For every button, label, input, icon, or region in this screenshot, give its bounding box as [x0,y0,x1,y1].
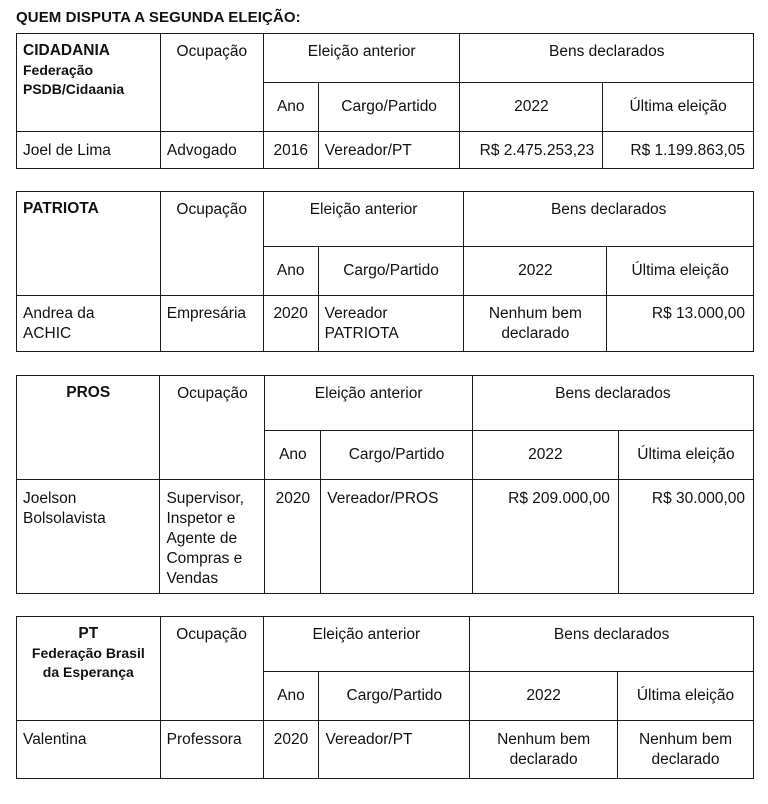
occupation-header: Ocupação [160,34,263,132]
party-cell [17,617,161,721]
assets-2022 [464,296,607,352]
candidate-name-text: Andrea da ACHIC [23,305,95,342]
candidate-table-pros [16,375,754,594]
assets-2022: R$ 2.475.253,23 [460,132,603,169]
last-election-header: Última eleição [607,247,754,296]
party-name: PROS [66,384,111,401]
declared-assets-header: Bens declarados [472,376,753,431]
party-federation: Federação Brasil da Esperança [31,645,145,680]
assets-last-election-text: Nenhum bem declarado [638,731,733,768]
party-cell [17,192,161,296]
assets-2022 [470,721,618,779]
candidate-name [17,480,160,594]
candidate-table-patriota [16,191,754,352]
candidate-occupation [160,480,265,594]
party-name: CIDADANIA [23,42,110,59]
assets-2022-text: Nenhum bem declarado [488,305,582,342]
previous-election-header: Eleição anterior [263,34,460,83]
occupation-header: Ocupação [160,617,263,721]
assets-last-election: R$ 13.000,00 [607,296,754,352]
assets-2022-header: 2022 [472,431,618,480]
assets-2022-header: 2022 [460,83,603,132]
declared-assets-header: Bens declarados [464,192,754,247]
candidate-name-text: Joelson Bolsolavista [23,490,106,527]
candidate-occupation: Empresária [160,296,263,352]
last-election-header: Última eleição [603,83,754,132]
previous-office: Vereador/PT [319,721,470,779]
previous-year: 2016 [263,132,318,169]
candidate-table-cidadania [16,33,754,169]
party-cell [17,34,161,132]
year-header: Ano [263,247,318,296]
declared-assets-header: Bens declarados [470,617,754,672]
previous-office [318,296,464,352]
previous-office: Vereador/PT [318,132,460,169]
candidate-name [17,296,161,352]
candidate-name: Valentina [17,721,161,779]
party-name: PATRIOTA [23,200,99,217]
last-election-header: Última eleição [618,672,754,721]
assets-2022: R$ 209.000,00 [472,480,618,594]
party-name: PT [78,625,99,642]
previous-election-header: Eleição anterior [263,192,464,247]
candidate-name: Joel de Lima [17,132,161,169]
previous-year: 2020 [263,721,319,779]
year-header: Ano [263,672,319,721]
previous-election-header: Eleição anterior [263,617,470,672]
candidate-occupation-text: Supervisor, Inspetor e Agente de Compras e Vendas [166,490,244,587]
assets-2022-header: 2022 [470,672,618,721]
assets-2022-header: 2022 [464,247,607,296]
last-election-header: Última eleição [618,431,753,480]
previous-year: 2020 [265,480,321,594]
occupation-header: Ocupação [160,192,263,296]
year-header: Ano [265,431,321,480]
office-party-header: Cargo/Partido [321,431,473,480]
party-federation: Federação PSDB/Cidaania [23,62,125,97]
party-cell [17,376,160,480]
page-title: QUEM DISPUTA A SEGUNDA ELEIÇÃO: [16,9,301,26]
declared-assets-header: Bens declarados [460,34,754,83]
previous-office: Vereador/PROS [321,480,473,594]
previous-office-text: Vereador PATRIOTA [324,305,399,342]
occupation-header: Ocupação [160,376,265,480]
candidate-occupation: Advogado [160,132,263,169]
previous-year: 2020 [263,296,318,352]
office-party-header: Cargo/Partido [318,83,460,132]
office-party-header: Cargo/Partido [318,247,464,296]
assets-last-election: R$ 1.199.863,05 [603,132,754,169]
assets-last-election: R$ 30.000,00 [618,480,753,594]
candidate-occupation: Professora [160,721,263,779]
previous-election-header: Eleição anterior [265,376,472,431]
candidate-table-pt [16,616,754,779]
assets-last-election [618,721,754,779]
year-header: Ano [263,83,318,132]
assets-2022-text: Nenhum bem declarado [497,731,591,768]
office-party-header: Cargo/Partido [319,672,470,721]
